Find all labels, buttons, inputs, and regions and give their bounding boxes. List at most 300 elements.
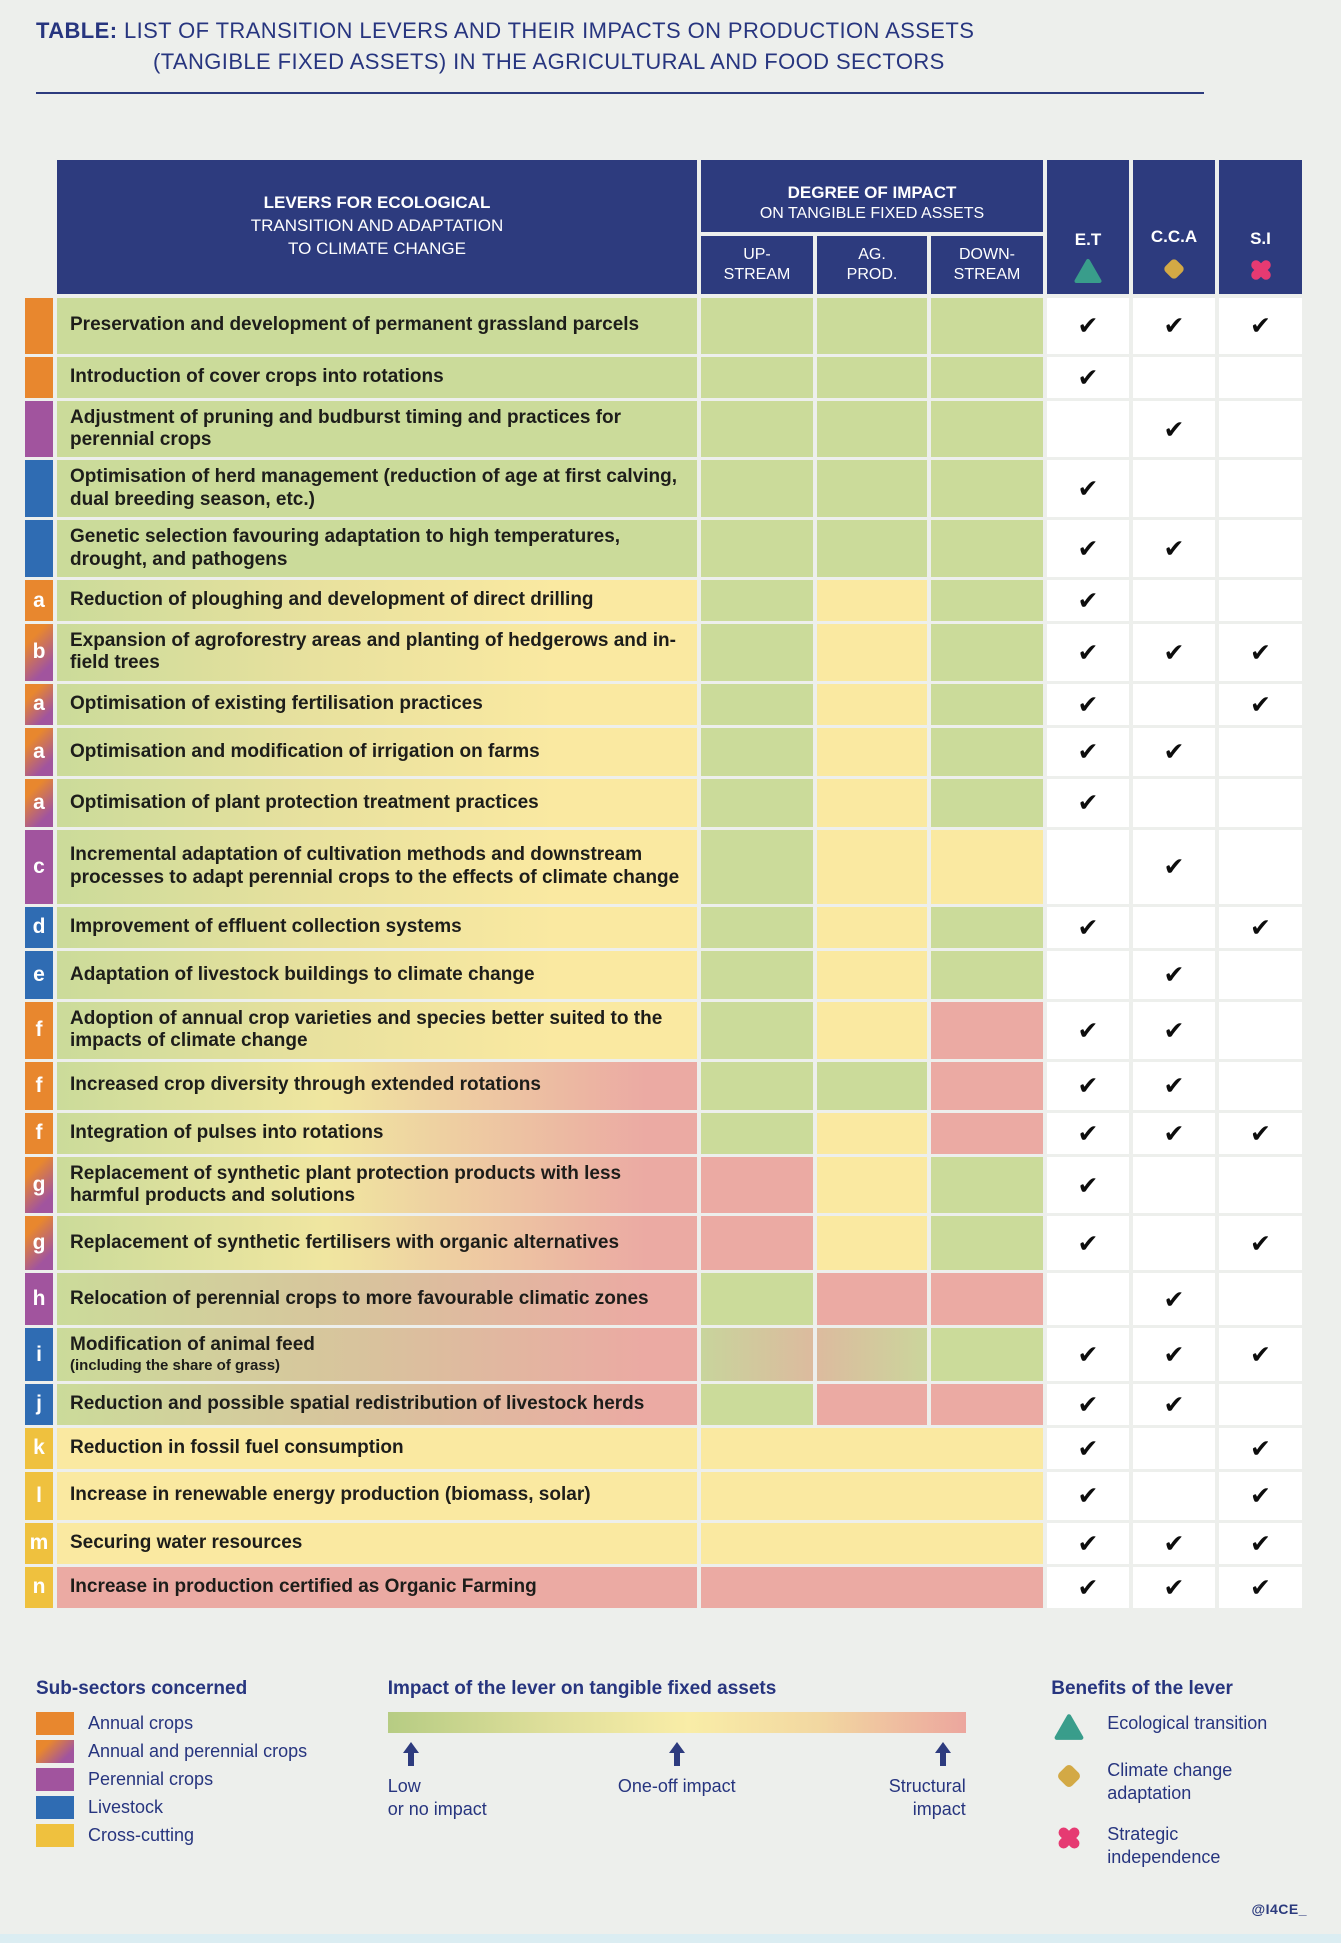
impact-cell-agprod (817, 520, 927, 577)
check-icon: ✔ (1077, 586, 1099, 616)
impact-cell-agprod (817, 460, 927, 517)
subsector-marker (25, 1062, 53, 1110)
impact-cell-downstream (931, 520, 1043, 577)
lever-text: Modification of animal feed (including the share of grass) (70, 1334, 315, 1374)
lever-letter: f (35, 1121, 43, 1145)
lever-letter: a (33, 588, 45, 612)
subsector-marker (25, 1384, 53, 1425)
benefit-check-et (1047, 1567, 1129, 1608)
check-icon: ✔ (1163, 852, 1185, 882)
subsector-marker (25, 1428, 53, 1469)
title-prefix: TABLE: (36, 18, 118, 43)
benefit-check-si (1219, 298, 1302, 354)
impact-gradient-bar (388, 1712, 966, 1733)
lever-row (25, 1002, 1341, 1059)
lever-label (57, 1157, 697, 1214)
impact-cell-upstream (701, 1157, 813, 1214)
subsector-marker (25, 951, 53, 999)
check-icon: ✔ (1163, 1340, 1185, 1370)
impact-group-title (701, 160, 1043, 232)
benefit-check-et (1047, 401, 1129, 458)
benefit-check-et (1047, 1384, 1129, 1425)
impact-cell-upstream (701, 728, 813, 776)
lever-letter: c (33, 854, 45, 878)
lever-row (25, 1216, 1341, 1270)
lever-row (25, 951, 1341, 999)
subsector-marker (25, 1328, 53, 1380)
impact-subcolumns (701, 236, 1043, 294)
lever-row (25, 1328, 1341, 1380)
impact-cell-agprod (817, 1062, 927, 1110)
subsector-marker (25, 298, 53, 354)
col-header-et (1047, 160, 1129, 294)
benefit-check-si (1219, 1002, 1302, 1059)
subsector-marker (25, 1002, 53, 1059)
benefit-check-si (1219, 1216, 1302, 1270)
impact-cell-downstream (931, 779, 1043, 827)
impact-cell-agprod (817, 907, 927, 948)
benefit-check-et (1047, 1113, 1129, 1154)
subsector-marker (25, 684, 53, 725)
levers-table (25, 160, 1341, 1608)
check-icon: ✔ (1077, 311, 1099, 341)
subsector-marker (25, 1216, 53, 1270)
lever-row (25, 1567, 1341, 1608)
lever-letter: d (32, 915, 46, 939)
cca-label: C.C.A (1150, 226, 1198, 246)
check-icon: ✔ (1250, 311, 1271, 341)
impact-cell-upstream (701, 1216, 813, 1270)
benefit-check-cca (1133, 1523, 1215, 1564)
benefit-check-cca (1133, 830, 1215, 904)
legend-item-strategic-independence: Strategic independence (1051, 1823, 1341, 1869)
lever-text: Replacement of synthetic plant protection products with less harmful products and solutions (70, 1162, 622, 1207)
lever-label (57, 684, 697, 725)
benefit-check-cca (1133, 1428, 1215, 1469)
impact-cell-downstream (931, 728, 1043, 776)
impact-cell-upstream (701, 779, 813, 827)
diamond-icon (1052, 1759, 1086, 1793)
impact-cell-upstream (701, 580, 813, 621)
impact-cell-agprod (817, 1328, 927, 1380)
benefit-check-cca (1133, 520, 1215, 577)
credit: @I4CE_ (1251, 1901, 1307, 1917)
lever-text: Optimisation of plant protection treatment practices (70, 791, 539, 813)
impact-header-line2: ON TANGIBLE FIXED ASSETS (759, 204, 985, 222)
check-icon: ✔ (1163, 1528, 1185, 1558)
impact-gradient-labels (388, 1741, 966, 1821)
triangle-icon (1053, 1712, 1085, 1741)
impact-cell-downstream (931, 1113, 1043, 1154)
impact-cell-upstream (701, 624, 813, 681)
benefit-check-et (1047, 779, 1129, 827)
benefit-check-cca (1133, 580, 1215, 621)
subsector-marker (25, 624, 53, 681)
si-label: S.I (1250, 228, 1271, 248)
lever-letter: a (33, 739, 45, 763)
impact-cell-upstream (701, 1273, 813, 1325)
col-header-agprod: AG. PROD. (817, 236, 927, 294)
check-icon: ✔ (1077, 737, 1099, 767)
benefit-check-si (1219, 830, 1302, 904)
lever-label (57, 728, 697, 776)
check-icon: ✔ (1077, 1170, 1099, 1200)
diamond-icon (1159, 254, 1189, 284)
lever-label (57, 1384, 697, 1425)
impact-label-low: Low or no impact (388, 1741, 581, 1821)
impact-cell-downstream (931, 1384, 1043, 1425)
title-divider (36, 92, 1204, 94)
impact-cell-downstream (931, 1062, 1043, 1110)
impact-cell-downstream (931, 1328, 1043, 1380)
benefit-check-si (1219, 684, 1302, 725)
check-icon: ✔ (1250, 912, 1271, 942)
impact-cell-merged (701, 1428, 1043, 1469)
legend-item-livestock: Livestock (36, 1796, 388, 1819)
benefit-check-si (1219, 1472, 1302, 1520)
check-icon: ✔ (1163, 637, 1185, 667)
lever-label (57, 624, 697, 681)
lever-label (57, 1273, 697, 1325)
lever-row (25, 401, 1341, 458)
check-icon: ✔ (1077, 1071, 1099, 1101)
impact-cell-downstream (931, 907, 1043, 948)
check-icon: ✔ (1077, 474, 1099, 504)
benefit-check-si (1219, 1567, 1302, 1608)
check-icon: ✔ (1163, 960, 1185, 990)
check-icon: ✔ (1077, 912, 1099, 942)
impact-cell-upstream (701, 830, 813, 904)
benefit-check-si (1219, 460, 1302, 517)
impact-cell-upstream (701, 951, 813, 999)
levers-header-line3: TO CLIMATE CHANGE (288, 238, 466, 258)
impact-cell-merged (701, 1567, 1043, 1608)
lever-row (25, 1273, 1341, 1325)
lever-label (57, 1523, 697, 1564)
lever-label (57, 401, 697, 458)
lever-row (25, 830, 1341, 904)
table-body (25, 298, 1341, 1608)
check-icon: ✔ (1163, 1572, 1185, 1602)
subsector-marker (25, 357, 53, 398)
legend-item-ecological-transition: Ecological transition (1051, 1712, 1341, 1741)
impact-cell-upstream (701, 520, 813, 577)
lever-text: Adoption of annual crop varieties and species better suited to the impacts of climate change (70, 1007, 663, 1052)
impact-cell-agprod (817, 298, 927, 354)
benefit-check-et (1047, 298, 1129, 354)
benefit-check-si (1219, 779, 1302, 827)
impact-label-structural: Structural impact (773, 1741, 966, 1821)
impact-cell-downstream (931, 684, 1043, 725)
up-arrow-icon (668, 1741, 686, 1767)
benefit-check-cca (1133, 1384, 1215, 1425)
impact-cell-agprod (817, 624, 927, 681)
check-icon: ✔ (1163, 311, 1185, 341)
lever-text: Improvement of effluent collection systems (70, 916, 462, 938)
lever-row (25, 1384, 1341, 1425)
annual-perennial-swatch (36, 1740, 74, 1763)
impact-cell-downstream (931, 830, 1043, 904)
benefit-check-et (1047, 830, 1129, 904)
benefit-check-et (1047, 520, 1129, 577)
impact-cell-agprod (817, 951, 927, 999)
check-icon: ✔ (1250, 1572, 1271, 1602)
benefit-check-si (1219, 1062, 1302, 1110)
lever-text: Securing water resources (70, 1531, 303, 1553)
lever-row (25, 1113, 1341, 1154)
lever-label (57, 298, 697, 354)
levers-header-line2: TRANSITION AND ADAPTATION (250, 216, 504, 236)
benefit-check-si (1219, 728, 1302, 776)
check-icon: ✔ (1163, 1118, 1185, 1148)
lever-text: Integration of pulses into rotations (70, 1121, 384, 1143)
lever-row (25, 1157, 1341, 1214)
lever-label (57, 460, 697, 517)
table-header (25, 160, 1341, 294)
levers-column-header (57, 160, 697, 294)
bottom-strip (0, 1934, 1341, 1943)
benefit-check-si (1219, 1328, 1302, 1380)
check-icon: ✔ (1077, 637, 1099, 667)
lever-label (57, 907, 697, 948)
check-icon: ✔ (1250, 1528, 1271, 1558)
lever-text: Preservation and development of permanent grassland parcels (70, 314, 640, 336)
subsector-marker (25, 1273, 53, 1325)
lever-row (25, 684, 1341, 725)
lever-label (57, 1428, 697, 1469)
check-icon: ✔ (1077, 788, 1099, 818)
subsector-marker (25, 1113, 53, 1154)
impact-cell-agprod (817, 357, 927, 398)
lever-text: Adaptation of livestock buildings to climate change (70, 963, 535, 985)
impact-cell-agprod (817, 1216, 927, 1270)
impact-cell-upstream (701, 907, 813, 948)
legend-item-annual-perennial-crops: Annual and perennial crops (36, 1740, 388, 1763)
subsector-marker (25, 1567, 53, 1608)
benefit-check-cca (1133, 1216, 1215, 1270)
col-header-cca (1133, 160, 1215, 294)
benefit-check-et (1047, 1062, 1129, 1110)
impact-cell-downstream (931, 298, 1043, 354)
lever-text: Relocation of perennial crops to more favourable climatic zones (70, 1288, 649, 1310)
impact-cell-downstream (931, 1002, 1043, 1059)
subsector-marker (25, 460, 53, 517)
legend-impact (388, 1678, 1048, 1821)
check-icon: ✔ (1077, 362, 1099, 392)
lever-text: Reduction and possible spatial redistribution of livestock herds (70, 1392, 645, 1414)
benefit-check-cca (1133, 460, 1215, 517)
legend-item-climate-change-adaptation: Climate change adaptation (1051, 1759, 1341, 1805)
lever-text: Reduction in fossil fuel consumption (70, 1436, 404, 1458)
check-icon: ✔ (1250, 637, 1271, 667)
lever-label (57, 830, 697, 904)
benefit-check-si (1219, 624, 1302, 681)
check-icon: ✔ (1250, 689, 1271, 719)
impact-cell-agprod (817, 1113, 927, 1154)
lever-text: Introduction of cover crops into rotations (70, 365, 444, 387)
lever-label (57, 1002, 697, 1059)
impact-cell-downstream (931, 1216, 1043, 1270)
lever-row (25, 520, 1341, 577)
lever-text: Increase in renewable energy production (biomass, solar) (70, 1484, 591, 1506)
lever-letter: k (33, 1436, 45, 1460)
impact-cell-agprod (817, 401, 927, 458)
lever-row (25, 779, 1341, 827)
check-icon: ✔ (1163, 1015, 1185, 1045)
subsector-marker (25, 1472, 53, 1520)
lever-letter: g (32, 1173, 46, 1197)
benefit-check-cca (1133, 401, 1215, 458)
lever-text: Adjustment of pruning and budburst timing and practices for perennial crops (70, 406, 621, 450)
impact-header-line1: DEGREE OF IMPACT (787, 183, 957, 203)
lever-label (57, 1567, 697, 1608)
impact-cell-upstream (701, 1384, 813, 1425)
benefit-check-cca (1133, 1273, 1215, 1325)
impact-cell-agprod (817, 1273, 927, 1325)
benefit-check-et (1047, 951, 1129, 999)
lever-letter: i (36, 1342, 42, 1366)
check-icon: ✔ (1077, 1118, 1099, 1148)
check-icon: ✔ (1163, 1071, 1185, 1101)
benefit-check-et (1047, 1428, 1129, 1469)
lever-label (57, 1472, 697, 1520)
benefit-check-et (1047, 1523, 1129, 1564)
lever-text: Optimisation and modification of irrigation on farms (70, 740, 540, 762)
subsector-marker (25, 401, 53, 458)
benefit-check-et (1047, 907, 1129, 948)
lever-row (25, 298, 1341, 354)
lever-text: Genetic selection favouring adaptation to high temperatures, drought, and pathogens (70, 526, 621, 570)
lever-label (57, 1216, 697, 1270)
check-icon: ✔ (1250, 1433, 1271, 1463)
check-icon: ✔ (1077, 1389, 1099, 1419)
triangle-icon (1073, 257, 1103, 284)
benefit-check-et (1047, 624, 1129, 681)
benefit-check-si (1219, 1523, 1302, 1564)
impact-label-oneoff: One-off impact (580, 1741, 773, 1821)
lever-letter: g (32, 1231, 46, 1255)
legend-item-perennial-crops: Perennial crops (36, 1768, 388, 1791)
lever-label (57, 357, 697, 398)
title-line-2: (TANGIBLE FIXED ASSETS) IN THE AGRICULTURAL AND FOOD SECTORS (153, 48, 945, 74)
subsector-marker (25, 1523, 53, 1564)
impact-cell-agprod (817, 1384, 927, 1425)
impact-cell-downstream (931, 401, 1043, 458)
check-icon: ✔ (1163, 737, 1185, 767)
check-icon: ✔ (1163, 1284, 1185, 1314)
check-icon: ✔ (1250, 1481, 1271, 1511)
lever-letter: b (32, 640, 46, 664)
page-title (0, 0, 1341, 78)
benefit-check-et (1047, 684, 1129, 725)
lever-label (57, 580, 697, 621)
title-text: LIST OF TRANSITION LEVERS AND THEIR IMPACTS ON PRODUCTION ASSETS (123, 18, 975, 43)
benefit-check-si (1219, 1428, 1302, 1469)
impact-cell-agprod (817, 580, 927, 621)
check-icon: ✔ (1077, 1481, 1099, 1511)
lever-label (57, 1062, 697, 1110)
check-icon: ✔ (1250, 1118, 1271, 1148)
lever-letter: e (33, 962, 45, 986)
lever-row (25, 357, 1341, 398)
up-arrow-icon (934, 1741, 952, 1767)
up-arrow-icon (402, 1741, 420, 1767)
impact-cell-upstream (701, 401, 813, 458)
benefit-check-si (1219, 1113, 1302, 1154)
cross-icon (1054, 1823, 1084, 1853)
check-icon: ✔ (1250, 1340, 1271, 1370)
benefit-check-cca (1133, 1328, 1215, 1380)
impact-cell-upstream (701, 460, 813, 517)
impact-cell-upstream (701, 1113, 813, 1154)
benefit-check-et (1047, 1157, 1129, 1214)
impact-cell-downstream (931, 357, 1043, 398)
benefit-check-cca (1133, 357, 1215, 398)
check-icon: ✔ (1077, 689, 1099, 719)
lever-letter: l (36, 1483, 42, 1507)
check-icon: ✔ (1077, 1015, 1099, 1045)
subsector-marker (25, 830, 53, 904)
lever-row (25, 624, 1341, 681)
legend (36, 1678, 1341, 1887)
impact-cell-upstream (701, 1062, 813, 1110)
benefit-check-si (1219, 357, 1302, 398)
subsector-marker (25, 1157, 53, 1214)
benefit-check-si (1219, 1384, 1302, 1425)
benefit-check-cca (1133, 1567, 1215, 1608)
benefit-check-si (1219, 520, 1302, 577)
impact-cell-upstream (701, 357, 813, 398)
lever-text: Reduction of ploughing and development of direct drilling (70, 589, 594, 611)
benefit-check-si (1219, 401, 1302, 458)
lever-letter: h (32, 1287, 46, 1311)
check-icon: ✔ (1163, 414, 1185, 444)
benefit-check-et (1047, 728, 1129, 776)
col-header-upstream: UP- STREAM (701, 236, 813, 294)
impact-cell-downstream (931, 1157, 1043, 1214)
benefit-check-si (1219, 907, 1302, 948)
benefit-check-et (1047, 460, 1129, 517)
lever-text: Optimisation of herd management (reduction of age at first calving, dual breeding season, etc.) (70, 466, 678, 510)
benefit-check-cca (1133, 951, 1215, 999)
impact-cell-downstream (931, 1273, 1043, 1325)
benefit-check-et (1047, 1328, 1129, 1380)
lever-row (25, 728, 1341, 776)
check-icon: ✔ (1077, 1340, 1099, 1370)
benefit-check-cca (1133, 1113, 1215, 1154)
benefit-check-cca (1133, 624, 1215, 681)
impact-cell-downstream (931, 460, 1043, 517)
lever-letter: n (32, 1575, 46, 1599)
lever-text: Expansion of agroforestry areas and planting of hedgerows and in-field trees (70, 630, 676, 674)
legend-item-annual-crops: Annual crops (36, 1712, 388, 1735)
lever-row (25, 460, 1341, 517)
check-icon: ✔ (1077, 1433, 1099, 1463)
lever-text: Increase in production certified as Organic Farming (70, 1575, 537, 1597)
legend-subsectors (36, 1678, 388, 1852)
lever-letter: j (36, 1392, 42, 1416)
benefit-check-si (1219, 1273, 1302, 1325)
impact-cell-upstream (701, 684, 813, 725)
impact-cell-downstream (931, 951, 1043, 999)
benefit-check-et (1047, 1216, 1129, 1270)
subsector-marker (25, 520, 53, 577)
impact-cell-agprod (817, 728, 927, 776)
legend-item-cross-cutting: Cross-cutting (36, 1824, 388, 1847)
subsector-marker (25, 779, 53, 827)
impact-cell-upstream (701, 1328, 813, 1380)
benefit-check-cca (1133, 1157, 1215, 1214)
